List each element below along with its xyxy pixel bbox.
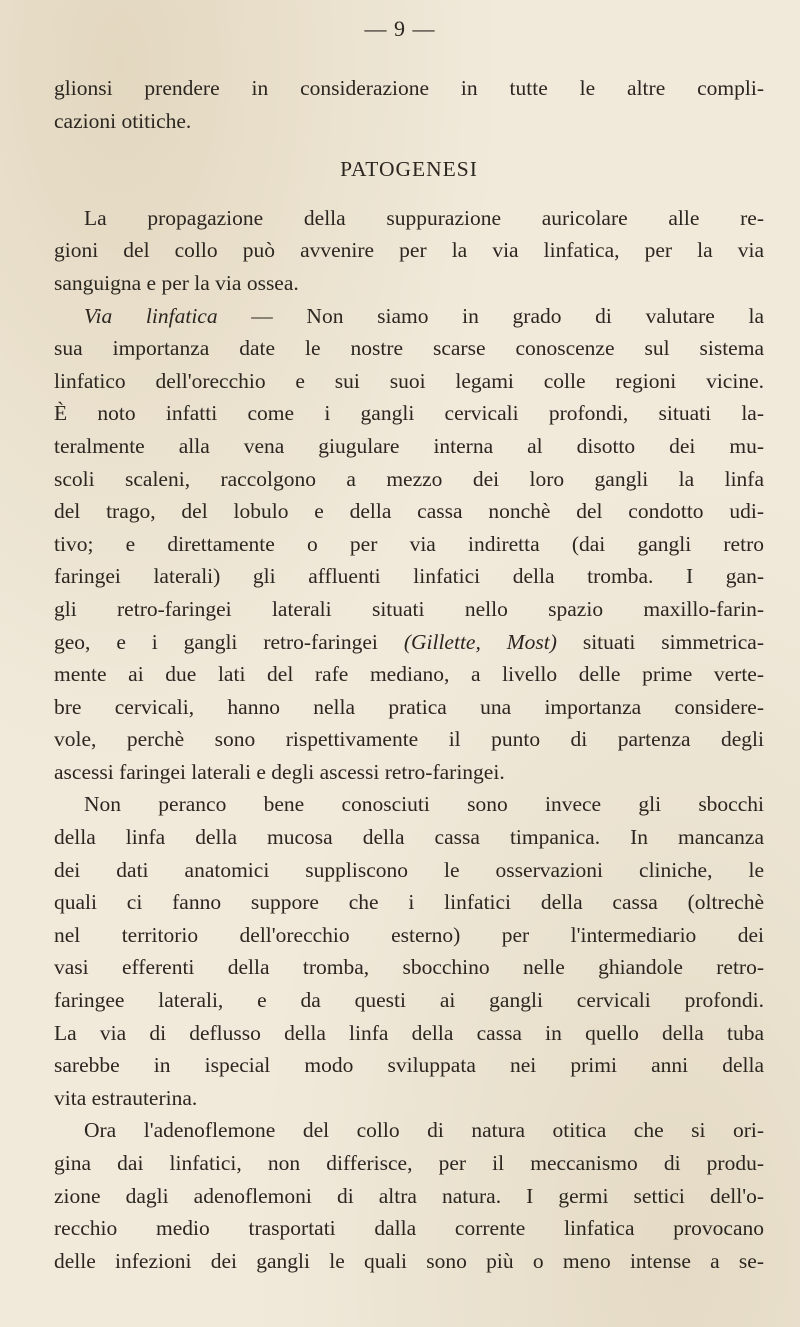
text-line: teralmente alla vena giugulare interna al disotto dei mu- <box>54 433 764 458</box>
text-line: Non peranco bene conosciuti sono invece gli sbocchi <box>84 792 764 817</box>
text-line: gioni del collo può avvenire per la via linfatica, per la via <box>54 238 764 263</box>
text-line: gina dai linfatici, non differisce, per il meccanismo di produ- <box>54 1151 764 1175</box>
text-line: scoli scaleni, raccolgono a mezzo dei loro gangli la linfa <box>54 466 764 491</box>
text-line: gli retro-faringei laterali situati nello spazio maxillo-farin- <box>54 596 764 621</box>
text-line: linfatico dell'orecchio e sui suoi legami colle regioni vicine. <box>54 368 764 393</box>
text-line: bre cervicali, hanno nella pratica una importanza considere- <box>54 694 764 719</box>
text-line: dei dati anatomici suppliscono le osservazioni cliniche, le <box>54 857 764 882</box>
text-line: recchio medio trasportati dalla corrente linfatica provocano <box>54 1216 764 1241</box>
section-heading: PATOGENESI <box>340 157 478 182</box>
text-line: delle infezioni dei gangli le quali sono più o meno intense a se- <box>54 1248 764 1273</box>
text-line: cazioni otitiche. <box>54 108 192 133</box>
text-line: vita estrauterina. <box>54 1085 198 1110</box>
body-text <box>54 72 764 1277</box>
text-line: glionsi prendere in considerazione in tutte le altre compli- <box>54 76 764 100</box>
text-line: zione dagli adenoflemoni di altra natura. I germi settici dell'o- <box>54 1183 764 1208</box>
text-line: sanguigna e per la via ossea. <box>54 270 299 295</box>
text-line: sarebbe in ispecial modo sviluppata nei primi anni della <box>54 1053 764 1078</box>
text-line: sua importanza date le nostre scarse conoscenze sul sistema <box>54 336 764 361</box>
text-line: geo, e i gangli retro-faringei (Gillette, Most) situati simmetrica- <box>54 629 764 654</box>
text-line: nel territorio dell'orecchio esterno) per l'intermediario dei <box>54 922 764 947</box>
text-line: della linfa della mucosa della cassa timpanica. In mancanza <box>54 825 764 850</box>
text-line: mente ai due lati del rafe mediano, a livello delle prime verte- <box>54 662 764 687</box>
page-number: — 9 — <box>364 16 436 41</box>
text-line: Via linfatica — Non siamo in grado di valutare la <box>84 303 764 328</box>
text-line: quali ci fanno suppore che i linfatici della cassa (oltrechè <box>54 890 764 915</box>
text-line: vasi efferenti della tromba, sbocchino nelle ghiandole retro- <box>54 955 764 980</box>
text-line: ascessi faringei laterali e degli ascessi retro-faringei. <box>54 759 505 784</box>
text-line: La via di deflusso della linfa della cassa in quello della tuba <box>54 1020 764 1045</box>
text-line: Ora l'adenoflemone del collo di natura otitica che si ori- <box>84 1118 764 1143</box>
text-line: faringee laterali, e da questi ai gangli cervicali profondi. <box>54 988 764 1013</box>
text-line: del trago, del lobulo e della cassa nonchè del condotto udi- <box>54 499 764 524</box>
text-line: La propagazione della suppurazione auricolare alle re- <box>84 205 764 230</box>
text-line: tivo; e direttamente o per via indiretta (dai gangli retro <box>54 531 764 556</box>
text-line: vole, perchè sono rispettivamente il punto di partenza degli <box>54 727 764 752</box>
text-line: faringei laterali) gli affluenti linfatici della tromba. I gan- <box>54 564 764 589</box>
text-line: È noto infatti come i gangli cervicali profondi, situati la- <box>54 401 764 426</box>
